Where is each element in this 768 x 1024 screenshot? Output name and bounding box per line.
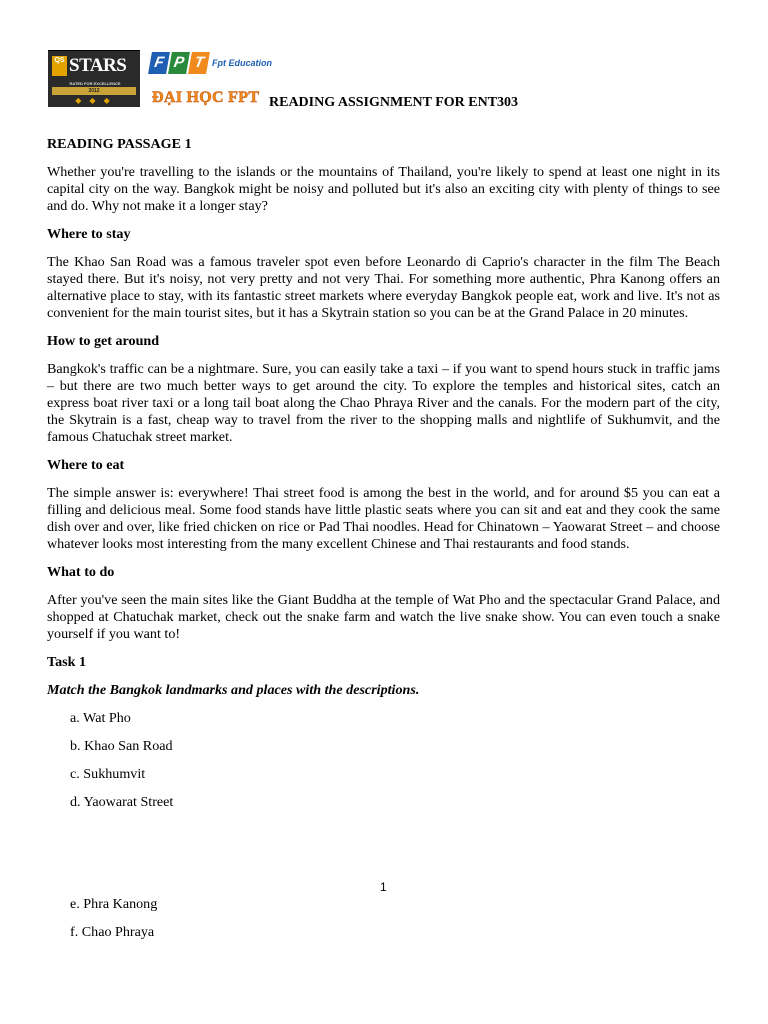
reading-passage (47, 136, 720, 822)
stars-year: 2012 (52, 87, 136, 95)
page-number: 1 (380, 880, 387, 894)
stars-subtitle: RATED FOR EXCELLENCE (69, 81, 121, 86)
list-item: c. Sukhumvit (70, 766, 146, 782)
section-text: Bangkok's traffic can be a nightmare. Sure, you can easily take a taxi – if you want to spend hours stuck in traffic jams – but there are two much better ways to get around the city. To explore the temples and historical sites, catch an express boat river taxi or a long tail boat along the Chao Phraya River and the canals. For the modern part of the city, the Skytrain is a fast, cheap way to travel from the river to the shopping malls and nightlife of Sukhumvit, and the famous Chatuchak street market. (47, 361, 720, 445)
list-item: f. Chao Phraya (70, 924, 155, 940)
stars-diamonds (52, 96, 136, 105)
passage-intro: Whether you're travelling to the islands or the mountains of Thailand, you're likely to spend at least one night in its capital city on the way. Bangkok might be noisy and polluted but it's also an exciting city with plenty of things to see and do. Why not make it a longer stay? (47, 164, 720, 214)
task-heading: Task 1 (47, 654, 87, 670)
fpt-education-logo (150, 50, 275, 80)
section-text: The simple answer is: everywhere! Thai street food is among the best in the world, and for around $5 you can eat a filling and delicious meal. Some food stands have little plastic seats where you can sit and eat and they cook the same dish over and over, like fried chicken on rice or Pad Thai noodles. Head for Chinatown – Yaowarat Street – and choose whatever looks most interesting from the many excellent Chinese and Thai restaurants and food stands. (47, 485, 720, 552)
qs-stars-logo (48, 50, 140, 107)
section-heading: Where to stay (47, 226, 131, 242)
section-heading: How to get around (47, 333, 160, 349)
section-text: The Khao San Road was a famous traveler spot even before Leonardo di Caprio's character in the film The Beach stayed there. But it's noisy, not very pretty and not very Thai. For something more authentic, Phra Kanong offers an alternative place to stay, with its fantastic street markets where everyday Bangkok people eat, work and live. It's not as convenient for the main tourist sites, but it has a Skytrain station so you can be at the Grand Palace in 20 minutes. (47, 254, 720, 321)
list-item: e. Phra Kanong (70, 896, 158, 912)
fpt-letter-t: T (188, 52, 210, 74)
list-item: a. Wat Pho (70, 710, 131, 726)
task-list-continued (70, 896, 157, 952)
document-title: READING ASSIGNMENT FOR ENT303 (269, 95, 519, 110)
section-heading: Where to eat (47, 457, 125, 473)
university-name: ĐẠI HỌC FPT (152, 89, 260, 106)
qs-badge: QS (52, 56, 67, 76)
section-heading: What to do (47, 564, 115, 580)
stars-wordmark: STARS (69, 55, 127, 76)
list-item: d. Yaowarat Street (70, 794, 174, 810)
fpt-tagline: Fpt Education (212, 58, 272, 68)
list-item: b. Khao San Road (70, 738, 173, 754)
fpt-letter-f: F (148, 52, 170, 74)
task-instruction: Match the Bangkok landmarks and places with the descriptions. (47, 682, 420, 698)
diamond-icon: ◆ (103, 96, 113, 105)
diamond-icon: ◆ (75, 96, 85, 105)
section-text: After you've seen the main sites like the Giant Buddha at the temple of Wat Pho and the spectacular Grand Palace, and shopped at Chatuchak market, check out the snake farm and watch the live snake show. You can even touch a snake yourself if you want to! (47, 592, 720, 642)
passage-heading: READING PASSAGE 1 (47, 136, 192, 152)
fpt-letter-p: P (168, 52, 190, 74)
diamond-icon: ◆ (89, 96, 99, 105)
